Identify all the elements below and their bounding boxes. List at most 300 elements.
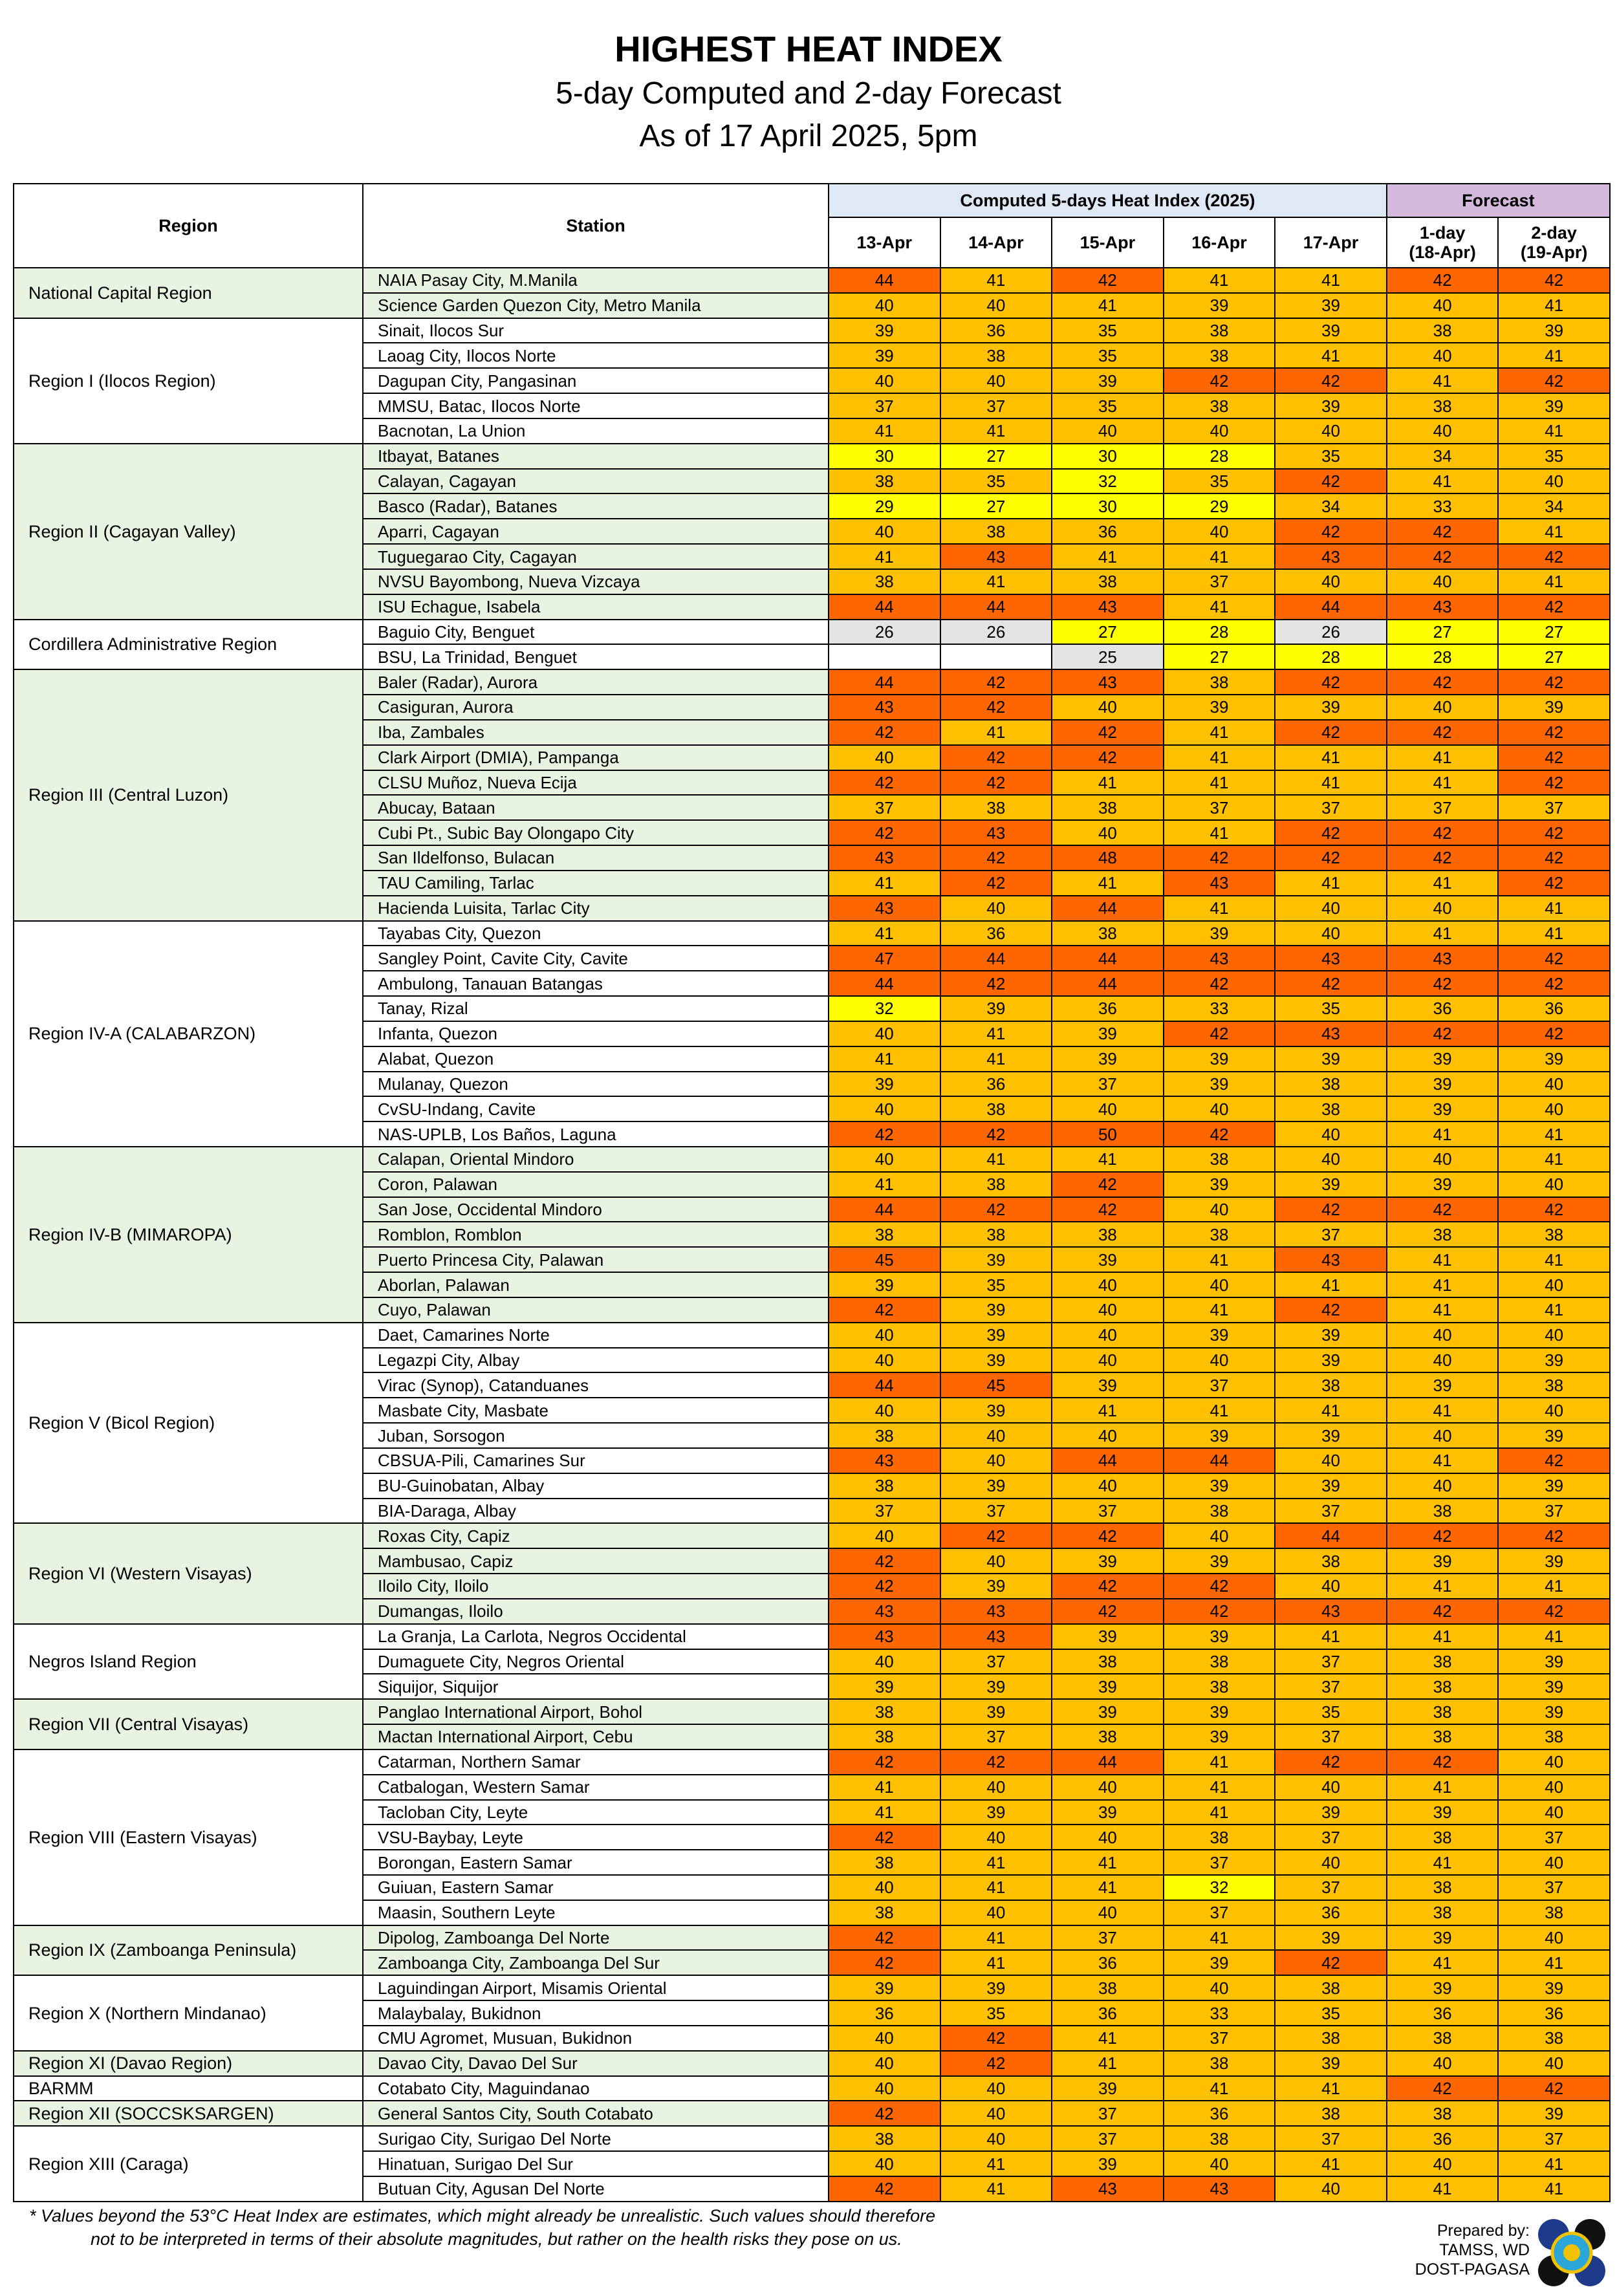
forecast-value: 42 bbox=[1498, 845, 1610, 871]
table-row bbox=[14, 669, 1610, 695]
forecast-value: 40 bbox=[1387, 1147, 1499, 1172]
heat-index-value: 44 bbox=[940, 946, 1052, 971]
heat-index-value: 36 bbox=[829, 2000, 940, 2026]
heat-index-value: 37 bbox=[1275, 1825, 1387, 1850]
heat-index-value: 43 bbox=[829, 695, 940, 720]
station-cell: Baler (Radar), Aurora bbox=[363, 669, 829, 695]
forecast-value: 41 bbox=[1387, 1574, 1499, 1599]
report-header bbox=[0, 26, 1617, 158]
heat-index-value: 26 bbox=[829, 620, 940, 645]
station-cell: Juban, Sorsogon bbox=[363, 1423, 829, 1448]
heat-index-value: 40 bbox=[1052, 1272, 1164, 1297]
heat-index-value: 42 bbox=[1164, 971, 1275, 996]
station-cell: Infanta, Quezon bbox=[363, 1021, 829, 1046]
heat-index-value: 41 bbox=[940, 1147, 1052, 1172]
station-cell: Catarman, Northern Samar bbox=[363, 1749, 829, 1775]
heat-index-value: 40 bbox=[940, 1900, 1052, 1925]
heat-index-value: 32 bbox=[829, 996, 940, 1021]
heat-index-value: 37 bbox=[1164, 2026, 1275, 2051]
forecast-value: 38 bbox=[1498, 1900, 1610, 1925]
table-row bbox=[14, 1323, 1610, 1348]
heat-index-value: 40 bbox=[829, 1348, 940, 1373]
forecast-value: 39 bbox=[1387, 1172, 1499, 1197]
forecast-value: 39 bbox=[1498, 318, 1610, 343]
pagasa-logo-icon bbox=[1534, 2215, 1609, 2290]
station-cell: Bacnotan, La Union bbox=[363, 418, 829, 444]
heat-index-value: 40 bbox=[1052, 1323, 1164, 1348]
forecast-value: 40 bbox=[1498, 1323, 1610, 1348]
heat-index-value: 36 bbox=[940, 1072, 1052, 1097]
heat-index-value: 36 bbox=[1052, 1950, 1164, 1975]
heat-index-value: 38 bbox=[829, 569, 940, 594]
station-cell: CMU Agromet, Musuan, Bukidnon bbox=[363, 2026, 829, 2051]
forecast-value: 41 bbox=[1387, 770, 1499, 796]
heat-index-value: 40 bbox=[1164, 1348, 1275, 1373]
heat-index-value: 39 bbox=[1275, 1925, 1387, 1951]
heat-index-value: 39 bbox=[1052, 1548, 1164, 1574]
heat-index-value: 39 bbox=[1164, 293, 1275, 318]
forecast-value: 40 bbox=[1498, 469, 1610, 494]
column-header-day: 13-Apr bbox=[829, 217, 940, 268]
forecast-value: 40 bbox=[1498, 1172, 1610, 1197]
station-cell: Coron, Palawan bbox=[363, 1172, 829, 1197]
heat-index-value: 39 bbox=[1052, 368, 1164, 393]
region-cell: Region XII (SOCCSKSARGEN) bbox=[14, 2101, 363, 2126]
station-cell: San Jose, Occidental Mindoro bbox=[363, 1197, 829, 1222]
forecast-value: 41 bbox=[1498, 896, 1610, 921]
heat-index-value: 38 bbox=[1275, 1372, 1387, 1398]
heat-index-value: 39 bbox=[1052, 1372, 1164, 1398]
forecast-value: 39 bbox=[1387, 1096, 1499, 1121]
heat-index-value: 43 bbox=[1275, 946, 1387, 971]
station-cell: Baguio City, Benguet bbox=[363, 620, 829, 645]
heat-index-value: 41 bbox=[1164, 2076, 1275, 2101]
forecast-value: 40 bbox=[1387, 2151, 1499, 2176]
station-cell: Guiuan, Eastern Samar bbox=[363, 1875, 829, 1900]
table-row bbox=[14, 1624, 1610, 1649]
region-cell: Region IX (Zamboanga Peninsula) bbox=[14, 1925, 363, 1976]
forecast-value: 28 bbox=[1387, 644, 1499, 669]
heat-index-value: 41 bbox=[1052, 2026, 1164, 2051]
heat-index-value: 40 bbox=[940, 2101, 1052, 2126]
forecast-value: 42 bbox=[1387, 720, 1499, 745]
heat-index-value: 44 bbox=[1052, 1749, 1164, 1775]
heat-index-value: 38 bbox=[1164, 1222, 1275, 1247]
heat-index-value: 35 bbox=[1052, 318, 1164, 343]
heat-index-value: 38 bbox=[1164, 2126, 1275, 2151]
forecast-value: 41 bbox=[1387, 871, 1499, 896]
station-cell: Romblon, Romblon bbox=[363, 1222, 829, 1247]
forecast-value: 41 bbox=[1387, 2176, 1499, 2202]
forecast-value: 41 bbox=[1387, 1850, 1499, 1875]
heat-index-value: 40 bbox=[1275, 1850, 1387, 1875]
station-cell: Dumangas, Iloilo bbox=[363, 1599, 829, 1624]
heat-index-value: 41 bbox=[1275, 343, 1387, 368]
heat-index-value: 37 bbox=[1052, 1499, 1164, 1524]
heat-index-value: 39 bbox=[1275, 1323, 1387, 1348]
heat-index-value: 40 bbox=[1164, 2151, 1275, 2176]
forecast-value: 41 bbox=[1498, 1147, 1610, 1172]
heat-index-value: 47 bbox=[829, 946, 940, 971]
heat-index-value: 43 bbox=[829, 845, 940, 871]
heat-index-value: 40 bbox=[1275, 1574, 1387, 1599]
heat-index-value: 40 bbox=[940, 368, 1052, 393]
heat-index-value: 40 bbox=[829, 745, 940, 770]
heat-index-value: 40 bbox=[1164, 1096, 1275, 1121]
forecast-value: 39 bbox=[1498, 1649, 1610, 1674]
heat-index-value: 38 bbox=[1275, 1975, 1387, 2000]
region-cell: Region IV-A (CALABARZON) bbox=[14, 921, 363, 1147]
heat-index-value: 41 bbox=[1164, 745, 1275, 770]
heat-index-value: 41 bbox=[1164, 820, 1275, 845]
heat-index-value: 39 bbox=[829, 1975, 940, 2000]
heat-index-value: 39 bbox=[1052, 1021, 1164, 1046]
heat-index-value: 37 bbox=[1275, 1499, 1387, 1524]
forecast-value: 39 bbox=[1498, 393, 1610, 418]
station-cell: Hinatuan, Surigao Del Sur bbox=[363, 2151, 829, 2176]
heat-index-value: 44 bbox=[829, 1372, 940, 1398]
heat-index-value: 40 bbox=[940, 293, 1052, 318]
station-cell: Hacienda Luisita, Tarlac City bbox=[363, 896, 829, 921]
heat-index-value: 41 bbox=[829, 544, 940, 569]
heat-index-value: 37 bbox=[829, 393, 940, 418]
heat-index-value: 41 bbox=[1052, 544, 1164, 569]
forecast-value: 37 bbox=[1498, 1825, 1610, 1850]
heat-index-value: 39 bbox=[829, 318, 940, 343]
forecast-value: 42 bbox=[1387, 1749, 1499, 1775]
heat-index-value: 43 bbox=[1052, 594, 1164, 620]
forecast-value: 34 bbox=[1387, 444, 1499, 469]
forecast-value: 39 bbox=[1498, 1046, 1610, 1072]
heat-index-value: 42 bbox=[1052, 1523, 1164, 1548]
region-cell: BARMM bbox=[14, 2076, 363, 2101]
heat-index-value: 43 bbox=[829, 1448, 940, 1473]
region-cell: Region X (Northern Mindanao) bbox=[14, 1975, 363, 2050]
heat-index-value: 40 bbox=[829, 1398, 940, 1423]
station-cell: Mactan International Airport, Cebu bbox=[363, 1724, 829, 1749]
heat-index-value: 41 bbox=[1052, 1147, 1164, 1172]
forecast-value: 41 bbox=[1498, 1950, 1610, 1975]
station-cell: Abucay, Bataan bbox=[363, 795, 829, 820]
station-cell: Borongan, Eastern Samar bbox=[363, 1850, 829, 1875]
heat-index-value: 38 bbox=[940, 1172, 1052, 1197]
heat-index-table bbox=[13, 183, 1611, 2202]
forecast-value: 38 bbox=[1387, 393, 1499, 418]
heat-index-value: 41 bbox=[940, 1046, 1052, 1072]
station-cell: NAS-UPLB, Los Baños, Laguna bbox=[363, 1121, 829, 1147]
heat-index-value: 41 bbox=[1164, 1775, 1275, 1800]
region-cell: National Capital Region bbox=[14, 268, 363, 318]
station-cell: Itbayat, Batanes bbox=[363, 444, 829, 469]
table-row bbox=[14, 620, 1610, 645]
heat-index-value: 45 bbox=[829, 1247, 940, 1272]
heat-index-value: 44 bbox=[1275, 1523, 1387, 1548]
heat-index-value: 38 bbox=[1164, 318, 1275, 343]
forecast-value: 40 bbox=[1387, 1323, 1499, 1348]
heat-index-value: 41 bbox=[1052, 1875, 1164, 1900]
forecast-value: 41 bbox=[1387, 1247, 1499, 1272]
heat-index-value: 39 bbox=[940, 1348, 1052, 1373]
forecast-value: 38 bbox=[1387, 1875, 1499, 1900]
forecast-value: 43 bbox=[1387, 946, 1499, 971]
heat-index-value: 41 bbox=[940, 2151, 1052, 2176]
heat-index-value: 42 bbox=[1275, 368, 1387, 393]
heat-index-value: 39 bbox=[940, 1398, 1052, 1423]
heat-index-value: 39 bbox=[1052, 2076, 1164, 2101]
heat-index-value: 39 bbox=[1164, 1046, 1275, 1072]
heat-index-value: 38 bbox=[940, 795, 1052, 820]
heat-index-value: 37 bbox=[1275, 1875, 1387, 1900]
heat-index-value: 38 bbox=[1275, 1548, 1387, 1574]
heat-index-value: 42 bbox=[829, 1548, 940, 1574]
station-cell: Tuguegarao City, Cagayan bbox=[363, 544, 829, 569]
heat-index-value: 41 bbox=[829, 871, 940, 896]
forecast-value: 42 bbox=[1387, 268, 1499, 293]
table-body bbox=[14, 268, 1610, 2202]
heat-index-value: 39 bbox=[1275, 1473, 1387, 1499]
region-cell: Region VII (Central Visayas) bbox=[14, 1699, 363, 1749]
region-cell: Region VI (Western Visayas) bbox=[14, 1523, 363, 1623]
heat-index-value: 42 bbox=[940, 1197, 1052, 1222]
forecast-value: 40 bbox=[1387, 293, 1499, 318]
footnote-line: * Values beyond the 53°C Heat Index are estimates, which might already be unrealistic. Such values should therefore bbox=[29, 2206, 936, 2226]
footnote-line: not to be interpreted in terms of their absolute magnitudes, but rather on the health risks they pose on us. bbox=[91, 2229, 902, 2249]
station-cell: Cotabato City, Maguindanao bbox=[363, 2076, 829, 2101]
forecast-value: 40 bbox=[1498, 1749, 1610, 1775]
forecast-value: 39 bbox=[1387, 1072, 1499, 1097]
heat-index-value: 40 bbox=[940, 896, 1052, 921]
heat-index-value: 41 bbox=[940, 1925, 1052, 1951]
heat-index-value: 41 bbox=[1164, 1297, 1275, 1323]
heat-index-value: 38 bbox=[1052, 921, 1164, 946]
heat-index-value: 41 bbox=[1164, 1247, 1275, 1272]
heat-index-value: 42 bbox=[829, 820, 940, 845]
heat-index-value: 39 bbox=[1275, 695, 1387, 720]
forecast-value: 40 bbox=[1498, 2051, 1610, 2076]
heat-index-value: 39 bbox=[1052, 1247, 1164, 1272]
heat-index-value: 38 bbox=[1052, 569, 1164, 594]
forecast-value: 41 bbox=[1498, 293, 1610, 318]
heat-index-value: 42 bbox=[1275, 1950, 1387, 1975]
forecast-value: 39 bbox=[1387, 1548, 1499, 1574]
heat-index-value: 42 bbox=[1275, 820, 1387, 845]
station-cell: ISU Echague, Isabela bbox=[363, 594, 829, 620]
heat-index-value: 40 bbox=[829, 1875, 940, 1900]
forecast-value: 41 bbox=[1387, 368, 1499, 393]
heat-index-value: 42 bbox=[1052, 1172, 1164, 1197]
heat-index-value: 42 bbox=[1275, 1749, 1387, 1775]
heat-index-value: 40 bbox=[1052, 695, 1164, 720]
table-row bbox=[14, 2126, 1610, 2151]
forecast-value: 42 bbox=[1387, 544, 1499, 569]
station-cell: Davao City, Davao Del Sur bbox=[363, 2051, 829, 2076]
heat-index-value: 42 bbox=[1275, 1197, 1387, 1222]
forecast-value: 42 bbox=[1498, 1021, 1610, 1046]
forecast-value: 41 bbox=[1498, 343, 1610, 368]
table-row bbox=[14, 921, 1610, 946]
heat-index-value: 40 bbox=[1052, 1297, 1164, 1323]
table-row bbox=[14, 1749, 1610, 1775]
heat-index-value: 27 bbox=[940, 493, 1052, 519]
forecast-value: 42 bbox=[1498, 1599, 1610, 1624]
forecast-value: 40 bbox=[1387, 896, 1499, 921]
station-cell: Science Garden Quezon City, Metro Manila bbox=[363, 293, 829, 318]
station-cell: Alabat, Quezon bbox=[363, 1046, 829, 1072]
heat-index-value: 39 bbox=[1164, 1624, 1275, 1649]
heat-index-value: 41 bbox=[940, 1021, 1052, 1046]
forecast-value: 40 bbox=[1387, 343, 1499, 368]
table-row bbox=[14, 2051, 1610, 2076]
heat-index-value: 42 bbox=[1052, 268, 1164, 293]
heat-index-value: 38 bbox=[1275, 2026, 1387, 2051]
heat-index-value: 39 bbox=[1164, 695, 1275, 720]
heat-index-value: 38 bbox=[1164, 669, 1275, 695]
forecast-value: 42 bbox=[1498, 268, 1610, 293]
heat-index-value: 39 bbox=[1164, 1473, 1275, 1499]
forecast-value: 37 bbox=[1498, 795, 1610, 820]
heat-index-value: 38 bbox=[1164, 1825, 1275, 1850]
heat-index-value: 40 bbox=[1052, 418, 1164, 444]
heat-index-value: 40 bbox=[1275, 569, 1387, 594]
heat-index-value: 42 bbox=[940, 1523, 1052, 1548]
forecast-value: 38 bbox=[1387, 318, 1499, 343]
forecast-value: 40 bbox=[1498, 1072, 1610, 1097]
forecast-value: 40 bbox=[1387, 695, 1499, 720]
forecast-value: 38 bbox=[1387, 1674, 1499, 1699]
forecast-value: 39 bbox=[1387, 1975, 1499, 2000]
heat-index-value: 43 bbox=[829, 896, 940, 921]
forecast-value: 42 bbox=[1498, 871, 1610, 896]
heat-index-value: 38 bbox=[1164, 1649, 1275, 1674]
heat-index-value: 38 bbox=[829, 2126, 940, 2151]
heat-index-value: 37 bbox=[940, 1499, 1052, 1524]
heat-index-value: 40 bbox=[940, 1448, 1052, 1473]
heat-index-value: 40 bbox=[1275, 418, 1387, 444]
forecast-value: 27 bbox=[1498, 644, 1610, 669]
heat-index-value: 42 bbox=[1275, 1297, 1387, 1323]
forecast-value: 38 bbox=[1387, 1699, 1499, 1724]
forecast-value: 41 bbox=[1387, 1775, 1499, 1800]
heat-index-value: 41 bbox=[1052, 293, 1164, 318]
forecast-value: 42 bbox=[1387, 669, 1499, 695]
heat-index-value: 42 bbox=[829, 1925, 940, 1951]
station-cell: Puerto Princesa City, Palawan bbox=[363, 1247, 829, 1272]
heat-index-value: 36 bbox=[1052, 996, 1164, 1021]
forecast-value: 42 bbox=[1387, 971, 1499, 996]
heat-index-value: 36 bbox=[1275, 1900, 1387, 1925]
heat-index-value: 40 bbox=[1275, 1775, 1387, 1800]
heat-index-value: 38 bbox=[1052, 1649, 1164, 1674]
heat-index-value: 41 bbox=[1275, 871, 1387, 896]
heat-index-value: 40 bbox=[829, 1096, 940, 1121]
heat-index-value: 39 bbox=[1052, 2151, 1164, 2176]
forecast-value: 38 bbox=[1387, 1724, 1499, 1749]
heat-index-value bbox=[829, 644, 940, 669]
heat-index-value: 41 bbox=[829, 1172, 940, 1197]
station-cell: Aborlan, Palawan bbox=[363, 1272, 829, 1297]
forecast-value: 42 bbox=[1498, 368, 1610, 393]
station-cell: Mambusao, Capiz bbox=[363, 1548, 829, 1574]
heat-index-value: 39 bbox=[1052, 1624, 1164, 1649]
station-cell: Calapan, Oriental Mindoro bbox=[363, 1147, 829, 1172]
heat-index-value: 39 bbox=[1164, 1548, 1275, 1574]
heat-index-value: 40 bbox=[1052, 1900, 1164, 1925]
as-of-date: As of 17 April 2025, 5pm bbox=[639, 119, 978, 153]
heat-index-value: 27 bbox=[940, 444, 1052, 469]
heat-index-value: 42 bbox=[829, 1950, 940, 1975]
station-cell: Butuan City, Agusan Del Norte bbox=[363, 2176, 829, 2202]
heat-index-value: 43 bbox=[1052, 669, 1164, 695]
heat-index-value: 41 bbox=[1052, 871, 1164, 896]
heat-index-value: 38 bbox=[1164, 1499, 1275, 1524]
heat-index-value: 41 bbox=[1164, 770, 1275, 796]
heat-index-value: 42 bbox=[940, 1121, 1052, 1147]
heat-index-value: 35 bbox=[1052, 393, 1164, 418]
heat-index-value: 30 bbox=[829, 444, 940, 469]
heat-index-value: 43 bbox=[1275, 1247, 1387, 1272]
heat-index-value: 37 bbox=[1052, 2126, 1164, 2151]
forecast-value: 42 bbox=[1387, 1523, 1499, 1548]
station-cell: Legazpi City, Albay bbox=[363, 1348, 829, 1373]
heat-index-value: 39 bbox=[940, 1323, 1052, 1348]
forecast-value: 27 bbox=[1498, 620, 1610, 645]
heat-index-value: 36 bbox=[1052, 519, 1164, 544]
heat-index-value: 44 bbox=[1052, 1448, 1164, 1473]
heat-index-value: 40 bbox=[1052, 1423, 1164, 1448]
heat-index-value: 38 bbox=[1275, 2101, 1387, 2126]
heat-index-value: 41 bbox=[1275, 268, 1387, 293]
forecast-value: 39 bbox=[1387, 1925, 1499, 1951]
station-cell: Clark Airport (DMIA), Pampanga bbox=[363, 745, 829, 770]
heat-index-value: 43 bbox=[940, 1624, 1052, 1649]
heat-index-value: 40 bbox=[1164, 1197, 1275, 1222]
heat-index-value: 43 bbox=[940, 544, 1052, 569]
heat-index-value: 37 bbox=[1275, 2126, 1387, 2151]
heat-index-value: 42 bbox=[940, 971, 1052, 996]
heat-index-value: 44 bbox=[1052, 946, 1164, 971]
table-row bbox=[14, 444, 1610, 469]
heat-index-value: 39 bbox=[1275, 318, 1387, 343]
footnote bbox=[29, 2204, 1129, 2251]
heat-index-value: 39 bbox=[1164, 1172, 1275, 1197]
heat-index-value: 39 bbox=[1275, 1046, 1387, 1072]
forecast-value: 41 bbox=[1387, 745, 1499, 770]
heat-index-value: 40 bbox=[829, 2026, 940, 2051]
heat-index-value: 37 bbox=[1275, 1674, 1387, 1699]
heat-index-value: 44 bbox=[1052, 971, 1164, 996]
heat-index-value: 28 bbox=[1164, 620, 1275, 645]
column-header-day: 15-Apr bbox=[1052, 217, 1164, 268]
forecast-value: 38 bbox=[1387, 1900, 1499, 1925]
heat-index-value: 26 bbox=[940, 620, 1052, 645]
forecast-value: 36 bbox=[1387, 996, 1499, 1021]
heat-index-value: 40 bbox=[1052, 1096, 1164, 1121]
heat-index-value: 42 bbox=[1275, 669, 1387, 695]
heat-index-value: 33 bbox=[1164, 996, 1275, 1021]
region-cell: Region XI (Davao Region) bbox=[14, 2051, 363, 2076]
forecast-value: 40 bbox=[1387, 1473, 1499, 1499]
forecast-value: 42 bbox=[1498, 971, 1610, 996]
heat-index-value: 42 bbox=[829, 1121, 940, 1147]
region-cell: Region IV-B (MIMAROPA) bbox=[14, 1147, 363, 1323]
forecast-value: 41 bbox=[1498, 2151, 1610, 2176]
forecast-value: 41 bbox=[1498, 1121, 1610, 1147]
forecast-value: 37 bbox=[1387, 795, 1499, 820]
station-cell: Sangley Point, Cavite City, Cavite bbox=[363, 946, 829, 971]
heat-index-value: 38 bbox=[829, 1850, 940, 1875]
heat-index-value: 37 bbox=[1275, 1649, 1387, 1674]
heat-index-value: 38 bbox=[829, 1724, 940, 1749]
